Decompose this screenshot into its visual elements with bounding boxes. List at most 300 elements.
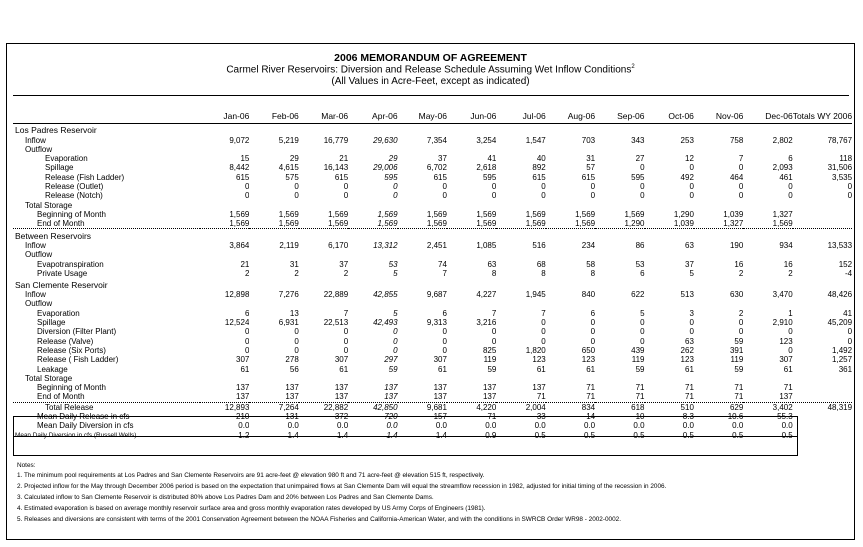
total-cell: 0 [847,336,853,346]
value-cell: 0 [244,191,250,201]
value-cell: 71 [586,383,596,393]
value-cell: 2,004 [525,402,546,412]
value-cell: 29,006 [373,163,398,173]
value-cell: 10.6 [727,412,744,422]
value-cell [694,145,743,154]
totals-header: Totals WY 2006 [793,97,852,124]
page-title: 2006 MEMORANDUM OF AGREEMENT [334,52,527,64]
value-cell [200,250,249,259]
total-cell: 31,506 [827,163,853,173]
value-cell [546,124,595,136]
table-row [13,346,852,355]
value-cell: 0 [491,181,497,191]
value-cell: 0 [689,191,694,201]
value-cell: 595 [384,172,398,182]
value-cell [200,374,249,383]
value-cell: 1,569 [348,219,397,229]
value-cell: 6 [442,308,447,318]
table-row [13,402,852,412]
value-cell: 1,569 [377,209,398,219]
value-cell: 6 [590,308,596,318]
value-cell: 7 [738,154,744,164]
value-cell: 123 [779,336,793,346]
value-cell [398,124,447,136]
value-cell [645,374,694,383]
value-cell [348,299,397,308]
table-row [13,124,852,136]
value-cell [743,299,792,308]
value-cell [398,201,447,210]
value-cell: 297 [384,355,398,365]
value-cell: 86 [635,240,645,250]
value-cell: 137 [384,383,398,393]
table-row [13,145,852,154]
value-cell: 9,313 [426,318,447,328]
value-cell: 8 [541,268,546,278]
value-cell: 1,290 [673,209,694,219]
value-cell [299,124,348,136]
value-cell: 137 [532,383,546,393]
value-cell: 6,702 [426,163,447,173]
page-subtitle-units: (All Values in Acre-Feet, except as indicated) [331,76,530,87]
value-cell: 0.0 [584,421,596,431]
value-cell: 0 [541,327,546,337]
value-cell: 1,569 [299,219,348,229]
total-cell: 3,535 [832,172,853,182]
value-cell [743,278,792,290]
table-row [13,191,852,200]
total-cell [793,412,852,421]
value-cell: 650 [581,345,596,355]
table-row [13,309,852,318]
value-cell: 0 [244,327,250,337]
value-cell: 0 [491,191,497,201]
row-label: Release (Six Ports) [37,345,106,355]
value-cell: 57 [586,163,596,173]
total-cell [793,431,852,440]
value-cell: 0 [343,345,349,355]
value-cell: 0 [738,181,744,191]
value-cell: 131 [285,412,299,422]
value-cell: 1,569 [249,219,298,229]
value-cell: 0 [640,191,645,201]
value-cell: 6 [788,154,793,164]
value-cell [447,250,496,259]
value-cell: 0 [788,327,793,337]
value-cell: 0 [689,327,694,337]
value-cell: 61 [685,364,694,374]
table-row [13,327,852,336]
value-cell: 0 [294,181,299,191]
notes-heading: Notes: [17,462,36,469]
table-row [13,241,852,250]
value-cell: 1.4 [386,430,398,440]
value-cell: 0 [640,181,645,191]
value-cell: 1.4 [435,430,447,440]
value-cell: 137 [299,392,348,402]
value-cell: 0 [244,345,250,355]
month-header: Feb-06 [249,97,298,124]
total-cell: 48,426 [827,290,853,300]
header-row [13,97,852,124]
total-cell: 1,257 [832,355,853,365]
value-cell: 629 [729,402,744,412]
value-cell: 615 [236,172,250,182]
value-cell: 61 [586,364,596,374]
value-cell: 0 [738,163,744,173]
value-cell [645,278,694,290]
value-cell: 6,931 [278,318,299,328]
value-cell [496,229,545,241]
value-cell [743,374,792,383]
value-cell: 9,687 [426,290,447,300]
value-cell: 1,569 [476,209,497,219]
total-cell [793,250,852,259]
row-label: Release (Notch) [45,191,103,201]
row-label: Evaporation [37,308,80,318]
value-cell: 7 [442,268,447,278]
month-header: Apr-06 [348,97,397,124]
value-cell: 262 [680,345,694,355]
value-cell: 33 [536,412,546,422]
value-cell: 56 [289,364,299,374]
value-cell: 825 [482,345,497,355]
value-cell: 892 [532,163,546,173]
table-row [13,365,852,374]
value-cell [645,250,694,259]
value-cell [645,124,694,136]
value-cell: 22,513 [323,318,349,328]
total-cell [793,229,852,241]
notes-section [17,462,837,527]
note-1: 1. The minimum pool requirements at Los Padres and San Clemente Reservoirs are 91 acre-feet @ elevation 980 ft and 71 acre-feet @ elevation 515 ft, respectively. [17,472,485,479]
value-cell: 1,569 [525,209,546,219]
value-cell: 0 [393,345,398,355]
value-cell: 59 [734,364,744,374]
total-cell [793,201,852,210]
value-cell [200,278,249,290]
value-cell: 123 [532,355,546,365]
value-cell [299,201,348,210]
value-cell [200,145,249,154]
value-cell: 71 [694,392,743,402]
value-cell: 5 [689,268,694,278]
value-cell: 71 [783,383,793,393]
value-cell: 5 [640,308,645,318]
value-cell [496,299,545,308]
schedule-table [13,97,852,440]
value-cell: 0 [640,318,645,328]
row-label: Los Padres Reservoir [15,125,97,136]
value-cell: 0 [343,327,349,337]
value-cell: 5 [393,268,398,278]
row-label: Mean Daily Diversion in cfs [37,421,134,431]
value-cell [249,145,298,154]
value-cell: 1,569 [743,219,792,229]
value-cell: 595 [631,172,645,182]
row-label: Beginning of Month [37,209,106,219]
row-label: San Clemente Reservoir [15,279,108,290]
value-cell [595,278,644,290]
value-cell: 0 [788,191,793,201]
value-cell: 5,219 [278,135,299,145]
value-cell: 1.2 [238,430,250,440]
value-cell: 0 [343,336,349,346]
value-cell: 0.5 [781,430,793,440]
value-cell [249,201,298,210]
value-cell: 0 [590,181,596,191]
value-cell: 137 [285,383,299,393]
value-cell: 840 [581,290,596,300]
month-header: Jul-06 [496,97,545,124]
value-cell: 71 [487,412,497,422]
value-cell: 2,119 [279,240,299,250]
table-row [13,260,852,269]
value-cell: 16,779 [323,135,349,145]
value-cell: 492 [680,172,694,182]
row-label: Release (Fish Ladder) [45,172,125,182]
value-cell: 6 [640,268,645,278]
value-cell [348,229,397,241]
value-cell: 53 [635,259,645,269]
total-cell [793,124,852,136]
value-cell: 1.4 [337,430,349,440]
value-cell [595,124,644,136]
value-cell: 13,312 [373,240,398,250]
value-cell: 516 [532,240,546,250]
value-cell: 0 [294,191,299,201]
value-cell: 0.5 [584,430,596,440]
value-cell: 7,276 [278,290,299,300]
value-cell: 123 [680,355,694,365]
value-cell: 1,039 [645,219,694,229]
value-cell: 0.9 [485,430,497,440]
table-row [13,210,852,219]
table-row [13,154,852,163]
value-cell [496,250,545,259]
value-cell: 0 [788,345,793,355]
table-row [13,182,852,191]
month-header: May-06 [398,97,447,124]
value-cell: 42,855 [373,290,398,300]
value-cell: 0.0 [386,421,398,431]
value-cell: 834 [581,402,596,412]
row-label: Outflow [25,144,53,154]
value-cell: 2,451 [426,240,447,250]
value-cell [546,145,595,154]
value-cell: 2 [738,268,744,278]
value-cell [743,145,792,154]
value-cell: 61 [339,364,349,374]
value-cell [595,250,644,259]
value-cell [447,145,496,154]
value-cell: 758 [729,135,744,145]
value-cell: 29 [388,154,398,164]
value-cell [249,374,298,383]
table-row [13,392,852,402]
value-cell: 0 [738,327,744,337]
value-cell: 61 [240,364,250,374]
value-cell: 278 [285,355,299,365]
value-cell: 4,220 [476,402,497,412]
value-cell: 0.5 [534,430,546,440]
table-row [13,229,852,241]
month-header: Aug-06 [546,97,595,124]
value-cell: 0 [294,336,299,346]
value-cell: 0.0 [534,421,546,431]
value-cell: 42,850 [373,402,398,412]
value-cell: 137 [249,392,298,402]
value-cell [694,201,743,210]
value-cell: 7 [541,308,546,318]
row-label: Mean Daily Diversion in cfs (Russell Wells) [15,431,137,439]
value-cell: 0 [788,181,793,191]
total-cell: 0 [847,191,853,201]
value-cell [546,299,595,308]
value-cell: 618 [631,402,645,412]
value-cell: 1,569 [496,219,545,229]
total-cell: 45,209 [827,318,853,328]
value-cell [249,250,298,259]
value-cell: 13 [289,308,299,318]
value-cell: 0 [689,318,694,328]
value-cell [645,145,694,154]
month-header: Jan-06 [200,97,249,124]
value-cell: 1,327 [694,219,743,229]
value-cell: 5 [393,308,398,318]
value-cell: 71 [734,383,744,393]
value-cell [447,201,496,210]
value-cell [447,374,496,383]
value-cell: 0 [442,181,447,191]
value-cell: 0 [738,318,744,328]
value-cell: 137 [200,392,249,402]
table-row [13,163,852,172]
row-label: Beginning of Month [37,383,106,393]
month-header: Nov-06 [694,97,743,124]
row-label: Evapotranspiration [37,259,104,269]
value-cell: 3,470 [772,290,793,300]
value-cell: 0.0 [337,421,349,431]
value-cell: 37 [339,259,349,269]
total-cell [793,145,852,154]
value-cell: 7,354 [426,135,447,145]
value-cell [743,201,792,210]
value-cell [299,278,348,290]
value-cell: 253 [680,135,694,145]
value-cell: 0 [393,327,398,337]
value-cell [398,299,447,308]
value-cell: 8 [590,268,596,278]
value-cell: 71 [595,392,644,402]
table-row [13,269,852,278]
value-cell: 0 [689,181,694,191]
value-cell [249,299,298,308]
value-cell: 1 [788,308,793,318]
total-cell: 41 [843,308,853,318]
value-cell: 137 [433,383,447,393]
value-cell: 391 [729,345,744,355]
top-rule [13,95,849,96]
value-cell [694,278,743,290]
table-row [13,290,852,299]
value-cell [595,374,644,383]
month-header: Oct-06 [645,97,694,124]
value-cell: 307 [236,355,250,365]
value-cell: 16,143 [323,163,349,173]
value-cell: 0 [491,336,497,346]
value-cell [743,229,792,241]
value-cell: 31 [586,154,596,164]
value-cell [447,229,496,241]
month-header: Dec-06 [743,97,792,124]
value-cell: 0 [343,181,349,191]
row-label: Spillage [37,318,66,328]
value-cell [200,124,249,136]
value-cell [447,124,496,136]
row-label: Outflow [25,299,53,309]
value-cell: 137 [398,392,447,402]
value-cell: 41 [487,154,497,164]
value-cell: 1,820 [525,345,546,355]
value-cell: 0.0 [485,421,497,431]
value-cell: 61 [536,364,546,374]
value-cell: 0 [442,191,447,201]
value-cell: 16 [783,259,793,269]
value-cell: 21 [339,154,349,164]
value-cell [299,250,348,259]
row-label: Total Release [45,402,94,412]
value-cell [694,124,743,136]
value-cell: 9,072 [229,135,250,145]
value-cell: 0 [590,318,596,328]
total-cell: 1,492 [832,345,853,355]
value-cell: 137 [743,392,792,402]
value-cell: 1,547 [525,135,546,145]
value-cell: 1,569 [426,209,447,219]
value-cell [743,250,792,259]
row-label: Inflow [25,240,46,250]
total-cell: 0 [847,327,853,337]
total-cell: 152 [838,259,853,269]
value-cell: 0 [590,336,596,346]
value-cell: 0 [244,181,250,191]
table-row [13,337,852,346]
value-cell: 1,327 [772,209,793,219]
value-cell [694,229,743,241]
value-cell: 0.0 [287,421,299,431]
value-cell: 3,402 [772,402,793,412]
value-cell: 6 [244,308,250,318]
value-cell: 1,569 [328,209,349,219]
value-cell: 0.0 [732,421,744,431]
value-cell: 71 [546,392,595,402]
value-cell: 0.0 [238,421,250,431]
value-cell [694,250,743,259]
value-cell: 0 [541,181,546,191]
value-cell: 190 [729,240,744,250]
total-cell [793,219,852,229]
value-cell: 3 [689,308,694,318]
total-cell: 48,319 [827,402,853,412]
value-cell: 3,216 [476,318,497,328]
total-cell: 0 [847,181,853,191]
value-cell: 464 [729,172,744,182]
value-cell: 595 [482,172,497,182]
value-cell: 71 [496,392,545,402]
value-cell: 1,569 [447,219,496,229]
table-row [13,278,852,290]
